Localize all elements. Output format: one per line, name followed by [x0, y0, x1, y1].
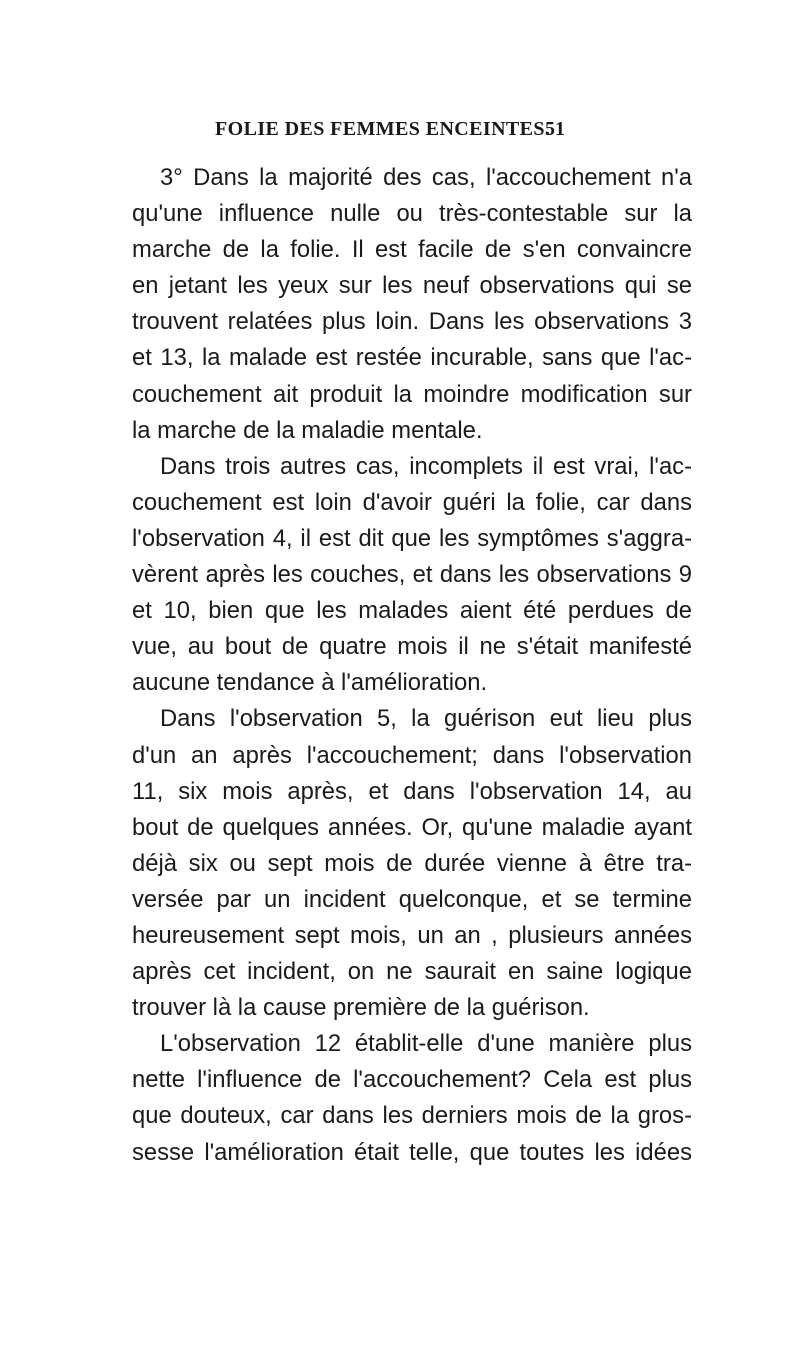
text-line: 11, six mois après, et dans l'observation 14, au — [132, 777, 692, 805]
text-line: couchement est loin d'avoir guéri la folie, car dans — [132, 488, 692, 516]
text-line: qu'une influence nulle ou très-contestable sur la — [132, 200, 692, 228]
text-line: déjà six ou sept mois de durée vienne à être tra- — [132, 849, 692, 877]
text-line: et 10, bien que les malades aient été perdues de — [132, 597, 692, 625]
running-header — [215, 118, 570, 158]
text-line: L'observation 12 établit-elle d'une manière plus — [160, 1030, 692, 1058]
text-line: Dans trois autres cas, incomplets il est vrai, l'ac- — [160, 452, 692, 480]
text-line: d'un an après l'accouchement; dans l'observation — [132, 741, 692, 769]
text-line: sesse l'amélioration était telle, que toutes les idées — [132, 1138, 692, 1166]
text-line: bout de quelques années. Or, qu'une maladie ayant — [132, 813, 692, 841]
text-line: après cet incident, on ne saurait en saine logique — [132, 958, 692, 986]
text-line: marche de la folie. Il est facile de s'en convaincre — [132, 236, 692, 264]
running-title: FOLIE DES FEMMES ENCEINTES. — [215, 118, 551, 140]
text-line: que douteux, car dans les derniers mois de la gros- — [132, 1102, 692, 1130]
page-number: 51 — [545, 118, 565, 140]
text-line: Dans l'observation 5, la guérison eut lieu plus — [160, 705, 692, 733]
text-line: trouver là la cause première de la guérison. — [132, 994, 590, 1022]
text-line: et 13, la malade est restée incurable, sans que l'ac- — [132, 344, 692, 372]
text-line: 3° Dans la majorité des cas, l'accouchement n'a — [160, 164, 692, 191]
text-line: vèrent après les couches, et dans les observations 9 — [132, 561, 692, 589]
text-line: l'observation 4, il est dit que les symptômes s'aggra- — [132, 524, 692, 552]
text-line: la marche de la maladie mentale. — [132, 416, 483, 444]
text-line: vue, au bout de quatre mois il ne s'était manifesté — [132, 633, 692, 661]
text-line: nette l'influence de l'accouchement? Cela est plus — [132, 1066, 692, 1094]
text-line: heureusement sept mois, un an , plusieurs années — [132, 921, 692, 949]
text-line: couchement ait produit la moindre modification sur — [132, 380, 692, 408]
text-line: en jetant les yeux sur les neuf observations qui se — [132, 272, 692, 300]
text-line: versée par un incident quelconque, et se termine — [132, 885, 692, 913]
text-line: trouvent relatées plus loin. Dans les observations 3 — [132, 308, 692, 336]
body-text — [132, 160, 692, 1171]
text-line: aucune tendance à l'amélioration. — [132, 669, 488, 697]
